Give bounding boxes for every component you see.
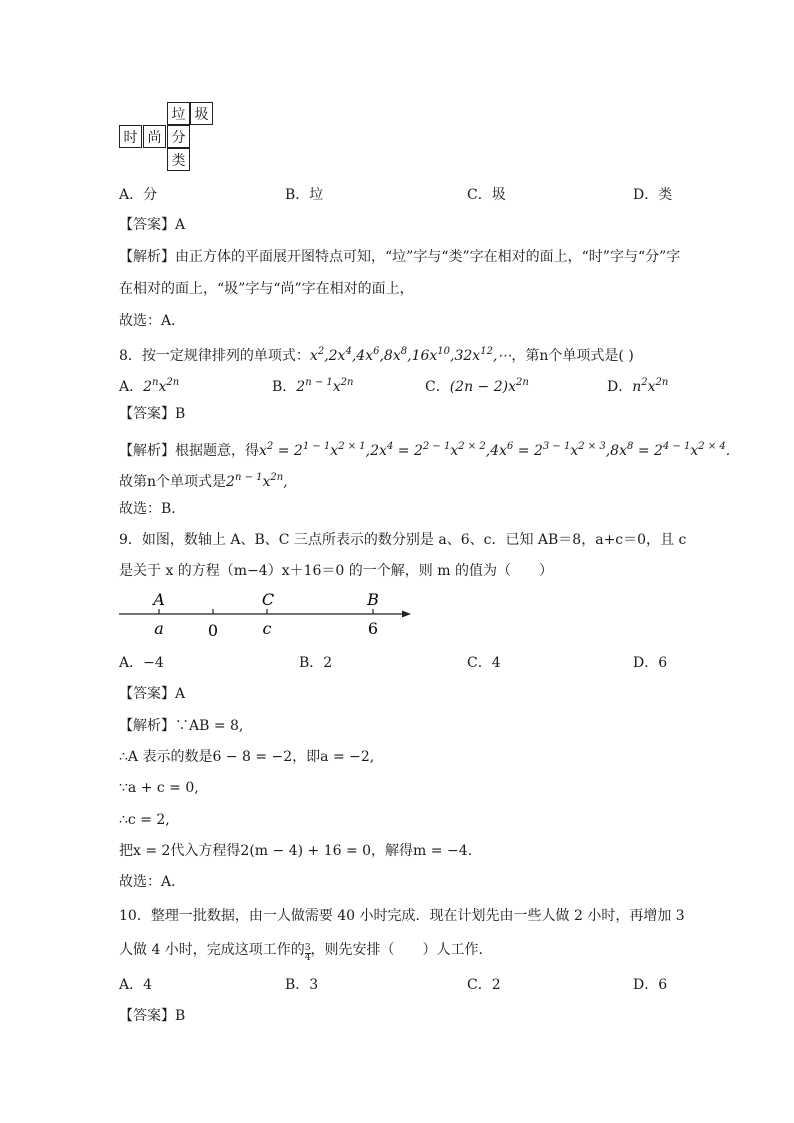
question-9-stem: 9．如图，数轴上 A、B、C 三点所表示的数分别是 a、6、c．已知 AB＝8，a+c＝0，且 c [119,532,687,548]
net-cell: 分 [167,125,190,148]
option-c: C．4 [467,655,501,671]
choose-line: 故选：A． [119,874,186,890]
option-a: A．4 [119,977,153,993]
option-d: D．类 [633,187,673,203]
conclusion-formula: $2^{n - 1}x^{2n}$, [226,472,288,490]
stem-suffix: ，第n个单项式是( ) [511,348,634,364]
number-line [115,588,415,643]
option-b: B．$2^{n - 1}x^{2n}$ [272,377,354,395]
derivation: $x^2 = 2^{1 - 1}x^{2 \times 1},2x^4 = 2^{2 - 1}x^{2 \times 2},4x^6 = 2^{3 - 1}x^{2 \times 3},8x^8 = 2^{4 - 1}x^{2 \times 4}$. [259,441,731,459]
analysis-line: 【解析】∵AB = 8, [119,718,244,734]
option-a: A．$2^nx^{2n}$ [119,377,180,395]
answer-line: 【答案】B [119,1008,186,1024]
question-9-stem: 是关于 x 的方程（m−4）x＋16＝0 的一个解，则 m 的值为（ ） [119,563,553,579]
option-c: C．$(2n - 2)x^{2n}$ [425,377,529,395]
net-cell: 类 [167,148,190,171]
analysis-line: 把x = 2代入方程得2(m − 4) + 16 = 0，解得m = −4. [119,843,473,859]
net-cell: 时 [119,125,142,148]
choose-line: 故选：B． [119,501,186,517]
question-10-stem [119,940,493,963]
option-d: D．$n^2x^{2n}$ [607,377,669,395]
fraction-denominator: 4 [304,953,311,963]
monomial-sequence: $x^2,2x^4,4x^6,8x^8,16x^{10},32x^{12},\cdots$ [309,346,512,364]
answer-line: 【答案】A [119,686,186,702]
option-c: C．2 [467,977,501,993]
stem-part: 人做 4 小时，完成这项工作的 [119,942,305,958]
analysis-prefix: 【解析】根据题意，得 [119,443,259,459]
analysis-line: ∵a + c = 0, [119,780,199,796]
analysis-line: ∴c = 2, [119,812,170,828]
point-b-label: B [367,590,379,609]
option-b: B．垃 [285,187,324,203]
answer-line: 【答案】B [119,406,186,422]
stem-part: ，则先安排（ ）人工作． [310,942,493,958]
fraction-numerator: 3 [304,943,311,953]
question-10-stem: 10．整理一批数据，由一人做需要 40 小时完成．现在计划先由一些人做 2 小时，再增加 3 [119,908,685,924]
stem-prefix: 8．按一定规律排列的单项式： [119,348,310,364]
net-cell: 尚 [143,125,166,148]
value-c-label: c [262,619,272,638]
option-b: B．3 [285,977,319,993]
six-label: 6 [367,619,379,638]
point-c-label: C [261,590,275,609]
option-c: C．圾 [467,187,506,203]
net-cell: 圾 [190,102,213,125]
conclusion-prefix: 故第n个单项式是 [119,474,227,490]
option-a: A．−4 [119,655,164,671]
option-b: B．2 [299,655,333,671]
question-8-stem [119,342,634,366]
analysis-line: ∴A 表示的数是6 − 8 = −2，即a = −2, [119,749,375,765]
net-cell: 垃 [167,102,190,125]
option-a: A．分 [119,187,158,203]
choose-line: 故选：A． [119,313,186,329]
value-a-label: a [154,619,164,638]
analysis-line: 【解析】由正方体的平面展开图特点可知，“垃”字与“类”字在相对的面上，“时”字与“分”字 [119,249,681,265]
option-d: D．6 [633,655,668,671]
analysis-line [119,437,730,461]
analysis-line [119,468,288,492]
answer-line: 【答案】A [119,217,186,233]
zero-label: 0 [207,621,219,640]
analysis-line: 在相对的面上，“圾”字与“尚”字在相对的面上， [119,281,414,297]
option-d: D．6 [633,977,668,993]
point-a-label: A [153,590,165,609]
